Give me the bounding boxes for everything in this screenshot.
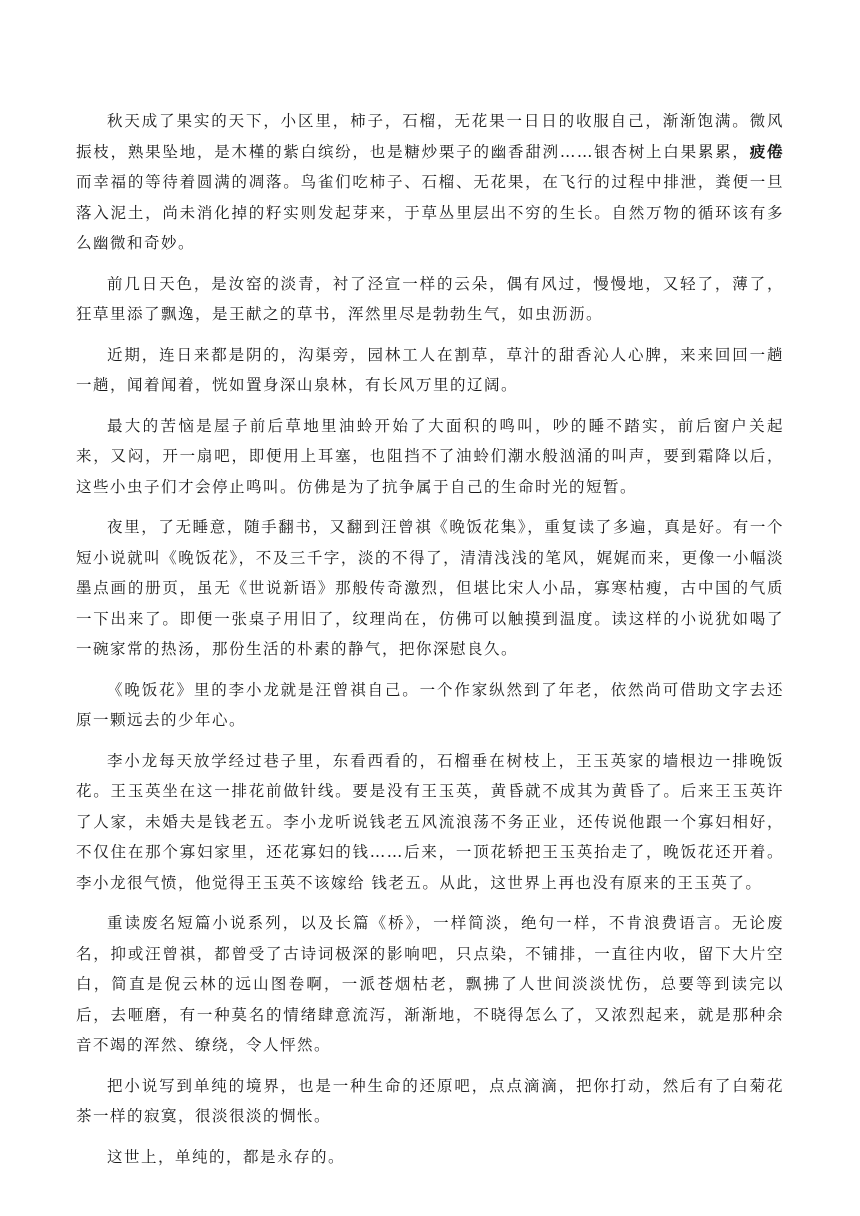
paragraph-2 [76,269,784,330]
paragraph-text: 《晚饭花》里的李小龙就是汪曾祺自己。一个作家纵然到了年老，依然尚可借助文字去还原一颗远去的少年心。 [76,680,784,729]
paragraph-6 [76,675,784,736]
paragraph-text: 近期，连日来都是阴的，沟渠旁，园林工人在割草，草汁的甜香沁人心脾，来来回回一趟一趟，闻着闻着，恍如置身深山泉林，有长风万里的辽阔。 [76,345,784,394]
paragraph-1 [76,106,784,259]
paragraph-8 [76,908,784,1061]
paragraph-4 [76,411,784,503]
paragraph-text: 而幸福的等待着圆满的凋落。鸟雀们吃柿子、石榴、无花果，在飞行的过程中排泄，粪便一旦落入泥土，尚未消化掉的籽实则发起芽来，于草丛里层出不穷的生长。自然万物的循环该有多么幽微和奇妙。 [76,173,784,252]
paragraph-text: 最大的苦恼是屋子前后草地里油蛉开始了大面积的鸣叫，吵的睡不踏实，前后窗户关起来，又闷，开一扇吧，即便用上耳塞，也阻挡不了油蛉们潮水般汹涌的叫声，要到霜降以后，这些小虫子们才会停止鸣叫。仿佛是为了抗争属于自己的生命时光的短暂。 [76,416,784,496]
paragraph-text: 这世上，单纯的，都是永存的。 [107,1147,346,1166]
paragraph-text: 夜里，了无睡意，随手翻书，又翻到汪曾祺《晚饭花集》，重复读了多遍，真是好。有一个短小说就叫《晚饭花》，不及三千字，淡的不得了，清清浅浅的笔风，娓娓而来，更像一小幅淡墨点画的册页，虽无《世说新语》那般传奇激烈，但堪比宋人小品，寡寒枯瘦，古中国的气质一下出来了。即便一张桌子用旧了，纹理尚在，仿佛可以触摸到温度。读这样的小说犹如喝了一碗家常的热汤，那份生活的朴素的静气，把你深慰良久。 [76,518,784,658]
article-body [76,106,784,1182]
paragraph-10 [76,1142,784,1173]
paragraph-text: 李小龙每天放学经过巷子里，东看西看的，石榴垂在树枝上，王玉英家的墙根边一排晚饭花。王玉英坐在这一排花前做针线。要是没有王玉英，黄昏就不成其为黄昏了。后来王玉英许了人家，未婚夫是钱老五。李小龙听说钱老五风流浪荡不务正业，还传说他跟一个寡妇相好，不仅住在那个寡妇家里，还花寡妇的钱……后来，一顶花轿把王玉英抬走了，晚饭花还开着。李小龙很气愤，他觉得王玉英不该嫁给 钱老五。从此，这世界上再也没有原来的王玉英了。 [76,751,784,892]
paragraph-9 [76,1071,784,1132]
paragraph-3 [76,340,784,401]
paragraph-text: 把小说写到单纯的境界，也是一种生命的还原吧，点点滴滴，把你打动，然后有了白菊花茶一样的寂寞，很淡很淡的惆怅。 [76,1076,784,1125]
bold-phrase: 疲倦 [749,141,784,161]
paragraph-7 [76,746,784,899]
paragraph-text: 前几日天色，是汝窑的淡青，衬了泾宣一样的云朵，偶有风过，慢慢地，又轻了，薄了，狂草里添了飘逸，是王献之的草书，浑然里尽是勃勃生气，如虫沥沥。 [76,274,784,323]
paragraph-text: 秋天成了果实的天下，小区里，柿子，石榴，无花果一日日的收服自己，渐渐饱满。微风振枝，熟果坠地，是木槿的紫白缤纷，也是糖炒栗子的幽香甜洌……银杏树上白果累累， [76,112,784,161]
paragraph-text: 重读废名短篇小说系列，以及长篇《桥》，一样简淡，绝句一样，不肯浪费语言。无论废名，抑或汪曾祺，都曾受了古诗词极深的影响吧，只点染，不铺排，一直往内收，留下大片空白，简直是倪云林的远山图卷啊，一派苍烟枯老，飘拂了人世间淡淡忧伤，总要等到读完以后，去咂磨，有一种莫名的情绪肆意流泻，渐渐地，不晓得怎么了，又浓烈起来，就是那种余音不竭的浑然、缭绕，令人怦然。 [76,914,784,1054]
paragraph-5 [76,512,784,665]
